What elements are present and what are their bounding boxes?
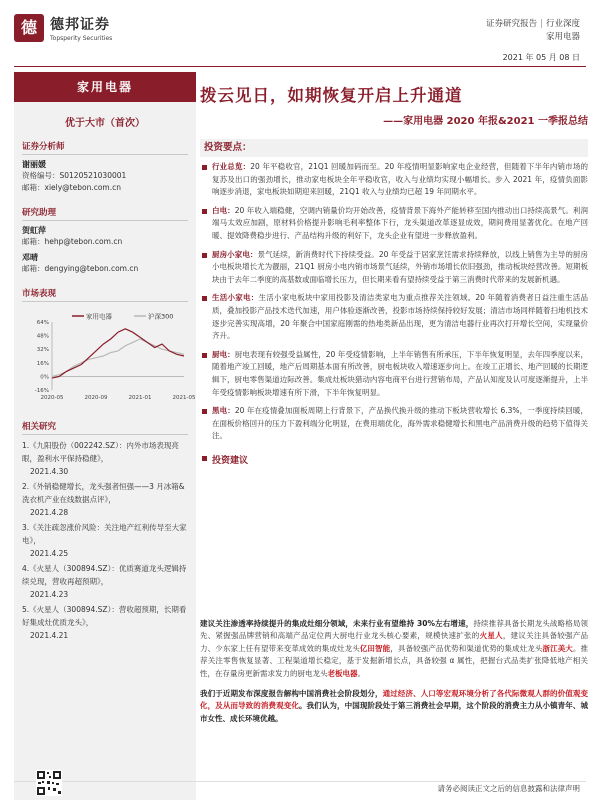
highlight-item: 生活小家电：生活小家电板块中家用投影及清洁类家电为重点推荐关注领域。20 年随着消费者日益注重生活品质，叠加投影产品技术迭代加速，用户体验逐渐改善，投影市场持续保持较好发展；清洁市场同样随着扫地机技术逐步完善实现高增，20 年聚合中国家庭刚需的热地类新品出现，更为清洁电器行业再次打开增长空间，实现量价齐升。 [200,292,588,342]
report-subtitle: ——家用电器 2020 年报&2021 一季报总结 [383,116,588,127]
brand-logo [14,14,112,42]
legend-label: 沪深300 [148,312,174,321]
rating-label: 优于大市（首次） [65,118,145,129]
highlight-item: 行业总览：20 年平稳收官，21Q1 回暖加码而至。20 年疫情明显影响家电企业经营，但随着下半年内销市场的复苏及出口的强劲增长，推动家电板块全年平稳收官，收入与业绩均实现小幅增长。步入 2021 年，疫情负面影响逐步消退，家电板块如期迎来回暖，21Q1 收入与业绩均已超 19 年同期水平。 [200,161,588,199]
related-section [22,420,188,642]
x-tick-label: 2020-09 [84,395,108,401]
highlight-item: 厨电：厨电表现有较强受益属性，20 年受疫情影响，上半年销售有所承压，下半年恢复明显，去年四季度以来，随着地产竣工回暖，地产后周期基本面有所改善，厨电板块收入增速逐步向上。在竣工正增长、地产回暖的长期逻辑下，厨电零售渠道边际改善。集成灶板块猎动内容电商平台进行营销布局，产品认知度及认可度逐渐提升，上半年受疫情影响板块增速有所下滑，下半年恢复明显。 [200,349,588,399]
page-footer [14,768,586,800]
consumer-society-paragraph: 我们于近期发布深度报告解构中国消费社会阶段划分，通过经济、人口等宏观环境分析了各代际微观人群的价值观变化，及从而导致的消费观变化。我们认为，中国现阶段处于第三消费社会早期，这个阶段的消费主力从小镇青年、城市女性、成长环境优越。 [200,689,589,723]
market-performance-chart [22,310,196,406]
related-title: 相关研究 [22,420,188,435]
report-industry: 家用电器 [545,32,580,42]
analyst-title: 证券分析师 [22,140,188,155]
market-title: 市场表现 [22,287,188,302]
y-tick-label: -16% [34,388,49,394]
legend-label: 家用电器 [86,312,112,321]
report-type: 证券研究报告 [486,19,538,29]
assistant-email[interactable]: 邮箱：dengying@tebon.com.cn [22,264,139,273]
report-header [0,0,600,72]
recommendation-body [200,618,588,733]
report-meta: 证券研究报告 | 行业深度 家用电器 [486,19,580,42]
report-date: 2021 年 05 月 08 日 [502,53,580,62]
qr-code-icon [36,770,62,796]
assistant-section [22,206,188,275]
disclaimer-text: 请务必阅读正文之后的信息披露和法律声明 [437,784,580,793]
industry-label: 家用电器 [14,72,196,102]
x-tick-label: 2021-05 [172,395,196,401]
highlight-item: 白电：20 年收入端稳健，空调内销量价均开始改善，疫情背景下海外产能转移至国内推动出口持续高景气。利润端马太效应加剧，原材料价格提升影响毛利率整体下行，龙头渠道改革逐显成效，期间费用显著优化。在地产回暖、提效降费稳步进行、产品结构升级的利好下，龙头企业有望进一步释放盈利。 [200,205,588,243]
highlight-item: 黑电：20 年在疫情叠加面板周期上行背景下，产品换代换升级的推动下板块营收增长 6.3%，一季度持续回暖，在面板价格回升的压力下盈利端分化明显，在费用端优化，海外需求稳健增长和黑电产品消费升级的趋势下值得关注。 [200,405,588,443]
assistant-name: 邓晴 [22,253,38,262]
y-tick-label: 16% [36,360,49,367]
related-item[interactable]: 5.《火星人（300894.SZ）：营收超预期，长期看好集成灶优质龙头》， 2021.4.21 [22,605,187,640]
assistant-email[interactable]: 邮箱：hehp@tebon.com.cn [22,237,123,246]
analyst-section [22,140,188,194]
related-item[interactable]: 3.《关注疏忽涨价风险：关注地产红利传导至大家电》， 2021.4.25 [22,523,187,558]
x-tick-label: 2021-01 [128,395,152,401]
x-tick-label: 2020-05 [40,395,64,401]
y-tick-label: 48% [36,333,49,340]
report-title: 拨云见日，如期恢复开启上升通道 [200,86,463,105]
analyst-cert: 资格编号：S0120521030001 [22,171,127,180]
y-tick-label: 0% [40,374,49,381]
footer-divider [14,781,586,782]
assistant-name: 贺虹萍 [22,226,46,235]
related-item[interactable]: 4.《火星人（300894.SZ）：优质赛道龙头逻辑持续兑现，营收再超预期》， 2021.4.23 [22,564,187,599]
logo-mark: 德 [14,14,44,42]
analyst-name: 谢丽媛 [22,160,46,169]
y-tick-label: 32% [36,347,49,354]
series-line-home-appliance [52,329,184,378]
report-category: 行业深度 [545,19,580,29]
related-item[interactable]: 1.《九阳股份（002242.SZ）：内外市场表现亮眼，盈利水平保持稳健》， 2021.4.30 [22,441,179,476]
market-section [22,287,196,408]
series-line-hs300 [52,339,184,376]
analyst-email[interactable]: 邮箱：xiely@tebon.com.cn [22,183,121,192]
recommendation-heading: 投资建议 [200,453,588,466]
assistant-title: 研究助理 [22,206,188,221]
related-list [22,439,188,642]
y-tick-label: 64% [36,320,49,326]
header-divider [14,66,586,67]
related-item[interactable]: 2.《外销稳健增长，龙头强者恒强——3 月冰箱&洗衣机产业在线数据点评》， 2021.4.28 [22,482,185,517]
brand-name-en: Topsperity Securities [50,35,113,42]
highlight-list [200,161,588,443]
sidebar [14,72,196,800]
recommendation-paragraph: 建议关注渗透率持续提升的集成灶细分领域，未来行业有望维持 30%左右增速，持续推荐具备长期龙头战略格局领先、紧握强品牌营销和高端产品定位两大厨电行业龙头核心要素，规模快速扩张的火星人，建议关注具备较强产品力、少东家上任有望带来变革成效的集成灶龙头亿田智能，具备较强产品优势和渠道优势的集成灶龙头浙江美大。推荐关注零售恢复显著、工程渠道增长稳定，基于发掘新增长点，具备较强 α 属性，把握台式品类扩张降低地产相关性，在存量房更新需求发力的厨电龙头老板电器。 [200,619,589,678]
highlight-item: 厨房小家电：景气延续，新消费时代下持续受益。20 年受益于居家烹饪需求持续释放，以线上销售为主导的厨房小电板块增长尤为靓丽，21Q1 厨房小电内销市场景气延续，外销市场增长依旧强劲，推动板块经营改善。短期板块由于去年二季度的高基数或面临增长压力，但长期来看有望持续受益于第三消费时代带来的发展新机遇。 [200,249,588,287]
brand-name-cn: 德邦证券 [50,17,110,33]
investment-highlights-heading: 投资要点： [200,139,588,157]
